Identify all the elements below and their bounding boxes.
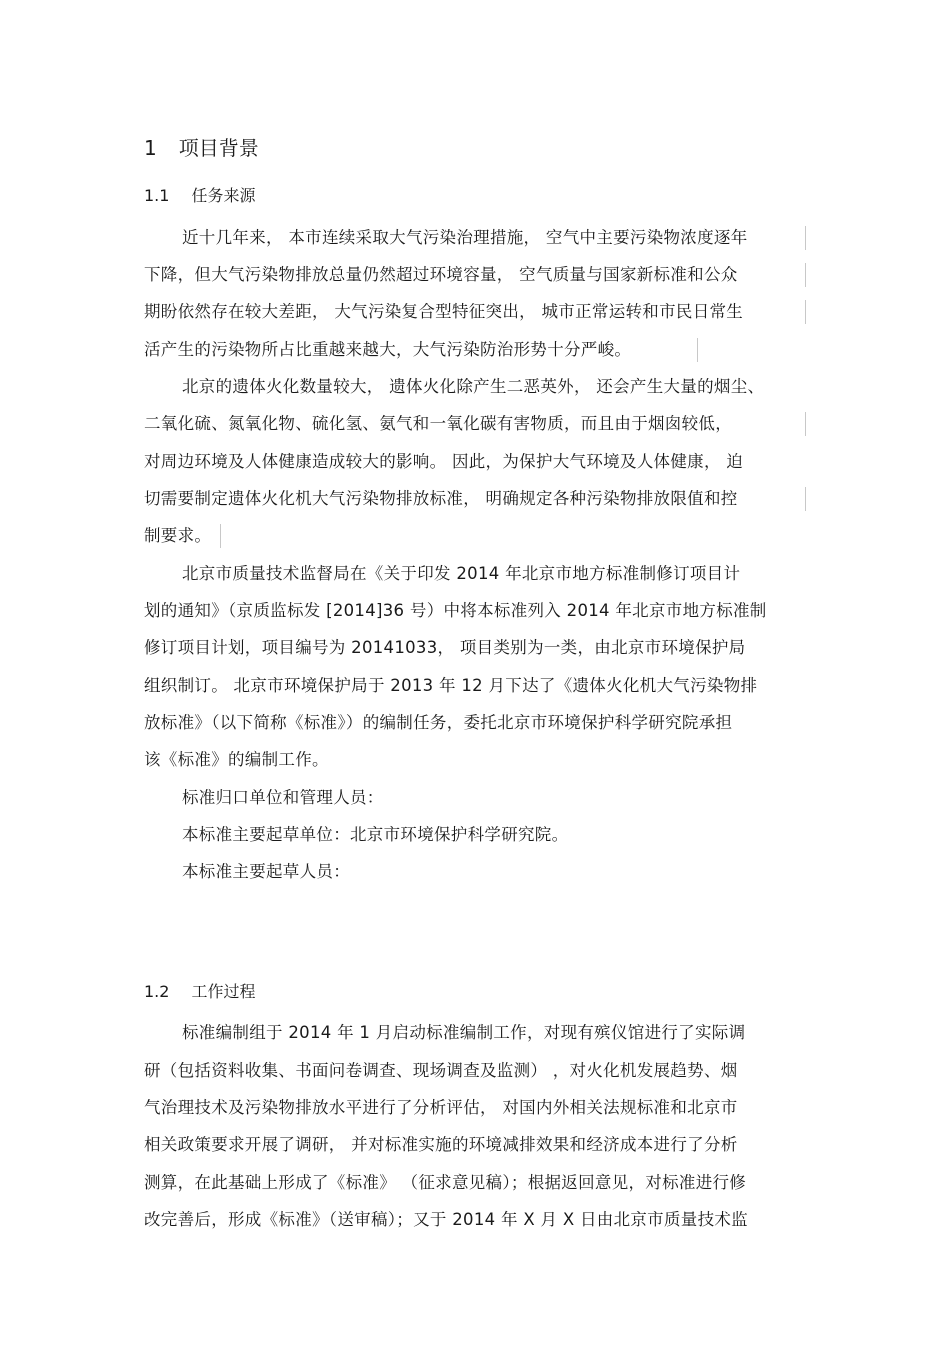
body-line: 北京市质量技术监督局在《关于印发 2014 年北京市地方标准制修订项目计: [182, 564, 741, 583]
text-box-edge: [220, 524, 221, 548]
body-line: 下降，但大气污染物排放总量仍然超过环境容量， 空气质量与国家新标准和公众: [144, 265, 738, 284]
body-line: 组织制订。 北京市环境保护局于 2013 年 12 月下达了《遗体火化机大气污染物排: [144, 676, 758, 695]
section-1-number: 1: [144, 136, 157, 160]
section-1-heading: [144, 134, 259, 162]
body-line: 期盼依然存在较大差距， 大气污染复合型特征突出， 城市正常运转和市民日常生: [144, 302, 744, 321]
body-line: 气治理技术及污染物排放水平进行了分析评估， 对国内外相关法规标准和北京市: [144, 1098, 738, 1117]
body-line: 改完善后，形成《标准》（送审稿）；又于 2014 年 X 月 X 日由北京市质量技术监: [144, 1210, 748, 1229]
body-line: 标准归口单位和管理人员：: [182, 788, 384, 807]
body-line: 本标准主要起草单位：北京市环境保护科学研究院。: [182, 825, 569, 844]
text-box-edge: [805, 300, 806, 324]
section-1-2-title: 工作过程: [191, 982, 256, 1001]
body-line: 近十几年来， 本市连续采取大气污染治理措施， 空气中主要污染物浓度逐年: [182, 228, 748, 247]
body-line: 切需要制定遗体火化机大气污染物排放标准， 明确规定各种污染物排放限值和控: [144, 489, 738, 508]
text-box-edge: [805, 487, 806, 511]
body-line: 对周边环境及人体健康造成较大的影响。 因此，为保护大气环境及人体健康， 迫: [144, 452, 744, 471]
text-box-edge: [805, 226, 806, 250]
section-1-1-heading: [144, 184, 255, 208]
body-line: 该《标准》的编制工作。: [144, 750, 329, 769]
body-line: 划的通知》（京质监标发 [2014]36 号）中将本标准列入 2014 年北京市地方标准制: [144, 601, 767, 620]
text-box-edge: [697, 338, 698, 362]
body-line: 制要求。: [144, 526, 212, 545]
text-box-edge: [805, 263, 806, 287]
text-box-edge: [805, 412, 806, 436]
section-1-2-heading: [144, 980, 255, 1004]
body-line: 修订项目计划，项目编号为 20141033， 项目类别为一类，由北京市环境保护局: [144, 638, 746, 657]
section-1-1-title: 任务来源: [191, 186, 256, 205]
body-line: 测算，在此基础上形成了《标准》 （征求意见稿）；根据返回意见，对标准进行修: [144, 1173, 747, 1192]
body-line: 放标准》（以下简称《标准》）的编制任务，委托北京市环境保护科学研究院承担: [144, 713, 733, 732]
body-line: 相关政策要求开展了调研， 并对标准实施的环境减排效果和经济成本进行了分析: [144, 1135, 738, 1154]
section-1-1-number: 1.1: [144, 186, 170, 205]
body-line: 北京的遗体火化数量较大， 遗体火化除产生二恶英外， 还会产生大量的烟尘、: [182, 377, 765, 396]
section-1-title: 项目背景: [178, 136, 259, 160]
body-line: 二氧化硫、氮氧化物、硫化氢、氨气和一氧化碳有害物质，而且由于烟囱较低，: [144, 414, 732, 433]
body-line: 活产生的污染物所占比重越来越大，大气污染防治形势十分严峻。: [144, 340, 632, 359]
section-1-2-number: 1.2: [144, 982, 170, 1001]
body-line: 研（包括资料收集、书面问卷调查、现场调查及监测） ，对火化机发展趋势、烟: [144, 1061, 738, 1080]
body-line: 标准编制组于 2014 年 1 月启动标准编制工作，对现有殡仪馆进行了实际调: [182, 1023, 746, 1042]
body-line: 本标准主要起草人员：: [182, 862, 350, 881]
